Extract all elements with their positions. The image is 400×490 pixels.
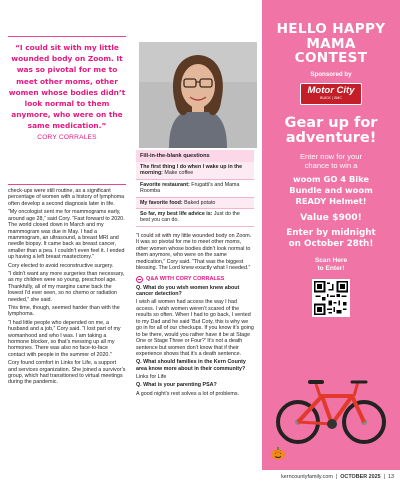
- contest-headline: [262, 116, 400, 147]
- contest-value: Value $900!: [300, 211, 362, 223]
- pull-quote-author: CORY CORRALES: [37, 133, 97, 141]
- contest-title-line: MAMA: [306, 35, 356, 52]
- fitb-answer: Just do the best you can do.: [140, 211, 240, 224]
- fill-in-the-blank-row: [136, 198, 254, 209]
- article-column-middle: [136, 233, 254, 399]
- contest-headline-line: adventure!: [285, 130, 377, 146]
- contest-title-line: CONTEST: [294, 50, 368, 66]
- article-paragraph: “I had little people who depended on me, a husband and a job,” Cory said. “I lost part of my womanhood and who I was. I am taking a hormone blocker, so that’s messing up all my hormones. There was also no face-to-face contact with people in the summer of 2020.”: [8, 319, 121, 358]
- fitb-answer: Make coffee: [162, 170, 194, 177]
- qa-answer: I wish all women had access the way I had access. I wish women weren’t scared of the results so often. When I had to go back, I vented to my Dad and he said ‘But Coty, this is why we go in for all of our checkups. If you know it’s going to be there, would you rather have it be at Stage One or Stage Three or Four?’ It’s not a death sentence but women don’t know that if their experience shows that it’s a death sentence.: [136, 299, 254, 358]
- sponsored-by-label: Sponsored by: [310, 70, 352, 78]
- footer-month: OCTOBER 2025: [340, 474, 381, 480]
- contest-title-line: HELLO HAPPY: [276, 21, 386, 37]
- portrait-photo: [139, 42, 257, 148]
- scan-line: to Enter!: [317, 264, 345, 272]
- fill-in-the-blank-row: [136, 180, 254, 198]
- sponsor-logo-sub: BUICK | GMC: [320, 96, 342, 100]
- portrait-illustration: [139, 42, 257, 148]
- contest-prize-line: READY Helmet!: [295, 195, 367, 206]
- contest-ad-panel: [262, 0, 400, 470]
- contest-deadline-line: Enter by midnight: [286, 227, 376, 238]
- article-paragraph: This time, though, seemed harder than with the lymphoma.: [8, 304, 120, 318]
- qa-question: Q. What is your parenting PSA?: [136, 382, 217, 389]
- scan-to-enter: [262, 257, 400, 273]
- contest-deadline: [262, 228, 400, 251]
- sponsor-logo: [300, 83, 362, 105]
- contest-title: [262, 22, 400, 66]
- fitb-question: The first thing I do when I wake up in the morning:: [140, 164, 243, 177]
- contest-enter-text: [262, 152, 400, 171]
- article-paragraph: “I didn’t want any more surgeries than necessary, as my children were so young, preschool age. Thankfully, all of my margins came back the lowest I’d ever seen, so no chemo or radiation needed,” she said.: [8, 270, 125, 303]
- article-paragraph: Cory elected to avoid reconstructive surgery.: [8, 262, 114, 269]
- article-paragraph: “My oncologist sent me for mammograms early, around age 28,” said Cory. “Fast forward to 2020. The world closed down in March and my mammogram was due in May. I had a mammogram, an ultrasound, a breast MRI and needle biopsy. It came back as breast cancer, smaller than a pea. I couldn’t even feel it. I ended up having a left breast mastectomy.”: [8, 209, 125, 261]
- fill-in-the-blank-box: [136, 150, 254, 227]
- pumpkin-icon: [270, 446, 286, 460]
- contest-prize-line: Bundle and woom: [289, 184, 373, 195]
- contest-headline-line: Gear up for: [284, 114, 378, 131]
- article-column-left: [8, 188, 126, 388]
- speech-bubble-icon: [136, 276, 143, 283]
- bike-icon: [272, 370, 392, 450]
- contest-enter-line: chance to win a: [304, 161, 358, 171]
- qa-title-text: Q&A WITH CORY CORRALES: [146, 275, 225, 282]
- article-paragraph: “I could sit with my little wounded body on Zoom. It was so pivotal for me to meet other moms, other women whose bodies didn’t look normal to them anymore, who were on the same medication,” Cory said. “That was the biggest blessing. The Lord knew exactly what I needed.”: [136, 233, 252, 272]
- fitb-answer: Baked potato: [182, 199, 216, 206]
- qa-answer: Links for Life: [136, 374, 167, 380]
- page-footer: [262, 471, 400, 483]
- fitb-question: So far, my best life advice is:: [140, 211, 213, 218]
- qr-code[interactable]: [312, 279, 350, 317]
- fitb-question: My favorite food:: [140, 199, 183, 206]
- scan-line: Scan Here: [314, 256, 348, 264]
- qa-question: Q. What do you wish women knew about cancer detection?: [136, 284, 240, 298]
- fill-in-the-blank-header: Fill-in-the-blank questions: [136, 150, 254, 162]
- fitb-question: Favorite restaurant:: [140, 181, 190, 188]
- article-paragraph: check-ups were still routine, as a significant percentage of women with a history of lymphoma often develop a second diagnosis later in life.: [8, 188, 125, 207]
- qr-code-icon: [314, 281, 348, 315]
- page-number: 13: [388, 474, 394, 480]
- fitb-answer: Frugatti’s and Mama Roomba: [140, 181, 240, 195]
- qa-question: Q. What should families in the Kern County area know more about in their community?: [136, 359, 246, 372]
- fill-in-the-blank-row: [136, 162, 254, 180]
- contest-enter-line: Enter now for your: [299, 151, 363, 161]
- footer-separator: |: [335, 474, 338, 480]
- pull-quote: [8, 36, 126, 184]
- article-paragraph: Cory found comfort in Links for Life, a support and services organization. She joined a survivor’s group, which had transitioned to virtual meetings during the pandemic.: [8, 360, 126, 386]
- qa-answer: A good night’s rest solves a lot of problems.: [136, 390, 239, 397]
- fill-in-the-blank-row: [136, 209, 254, 227]
- fill-in-the-blank-list: [136, 162, 254, 227]
- sponsor-logo-name: Motor City: [307, 85, 355, 96]
- pull-quote-divider: [8, 184, 126, 185]
- contest-deadline-line: on October 28th!: [288, 239, 374, 250]
- qa-section-title: [136, 276, 254, 283]
- contest-prize: [262, 174, 400, 207]
- pull-quote-text: “I could sit with my little wounded body on Zoom. It was so pivotal for me to meet other moms, other women whose bodies didn’t look normal to them anymore, who were on the same medication.”: [8, 43, 126, 131]
- contest-prize-line: woom GO 4 Bike: [292, 173, 370, 184]
- footer-site: kerncountyfamily.com: [281, 474, 333, 480]
- footer-separator: |: [383, 474, 385, 480]
